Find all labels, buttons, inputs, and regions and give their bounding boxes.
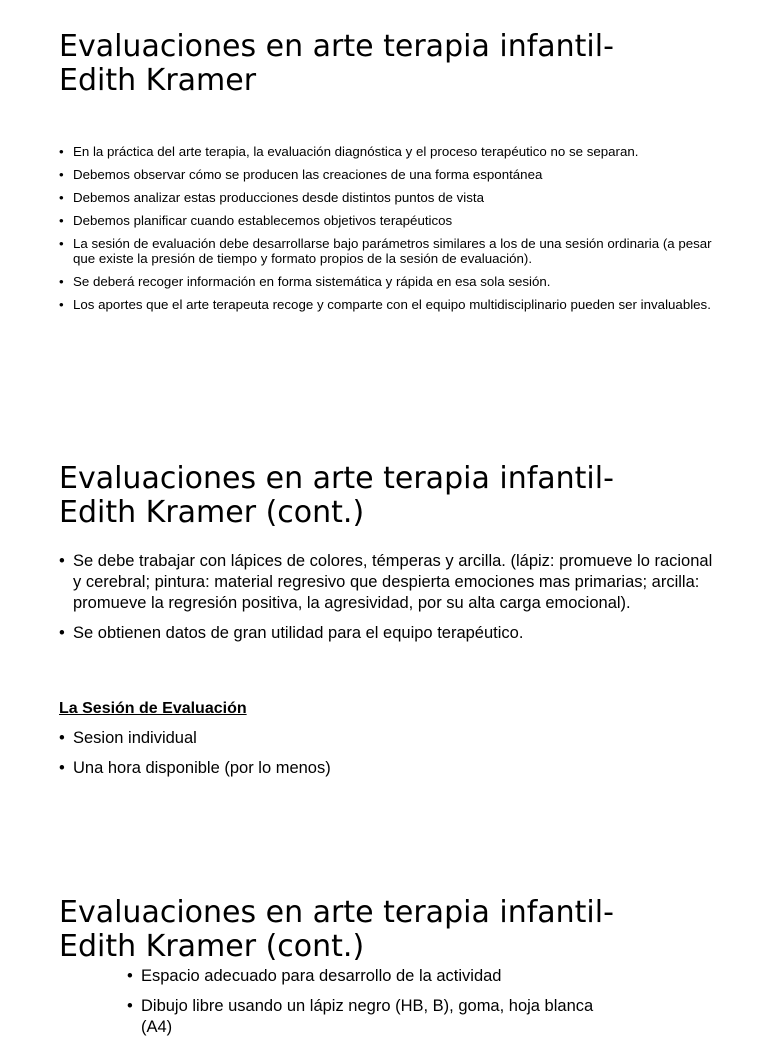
bullet-icon: • [59,274,64,289]
list-item [59,190,719,205]
bullet-text: Los aportes que el arte terapeuta recoge y comparte con el equipo multidisciplinario pueden ser invaluables. [73,297,711,312]
bullet-icon: • [127,967,133,985]
bullet-icon: • [59,144,64,159]
bullet-icon: • [59,190,64,205]
section-subheading: La Sesión de Evaluación [59,700,247,717]
slide-2-bullet-list [59,551,714,653]
bullet-icon: • [59,213,64,228]
list-item [59,758,714,779]
list-item [59,236,719,266]
bullet-icon: • [127,997,133,1015]
list-item [127,996,627,1038]
slide-2-sub-bullet-list [59,728,714,788]
list-item [59,551,714,614]
bullet-icon: • [59,297,64,312]
bullet-text: Debemos planificar cuando establecemos objetivos terapéuticos [73,213,453,228]
slide-1-title: Evaluaciones en arte terapia infantil- Edith Kramer [59,29,614,98]
list-item [59,274,719,289]
list-item [59,213,719,228]
bullet-text: Se debe trabajar con lápices de colores, témperas y arcilla. (lápiz: promueve lo racional y cerebral; pintura: material regresivo que despierta emociones mas primarias; arcilla: promueve la regresión positiva, la agresividad, por su alta carga emocional). [73,552,713,612]
bullet-text: Se obtienen datos de gran utilidad para el equipo terapéutico. [73,624,524,642]
list-item [59,144,719,159]
list-item [59,623,714,644]
slide-3-bullet-list [127,966,627,1047]
bullet-text: Debemos observar cómo se producen las creaciones de una forma espontánea [73,167,543,182]
bullet-text: Dibujo libre usando un lápiz negro (HB, B), goma, hoja blanca (A4) [141,997,594,1036]
bullet-icon: • [59,624,65,642]
list-item [59,297,719,312]
list-item [59,728,714,749]
bullet-text: En la práctica del arte terapia, la evaluación diagnóstica y el proceso terapéutico no se separan. [73,144,639,159]
slide-1-bullet-list [59,144,719,320]
slide-1 [0,0,768,400]
bullet-icon: • [59,167,64,182]
bullet-icon: • [59,236,64,251]
bullet-text: Una hora disponible (por lo menos) [73,759,331,777]
slide-3-title: Evaluaciones en arte terapia infantil- Edith Kramer (cont.) [59,895,614,964]
bullet-text: Espacio adecuado para desarrollo de la actividad [141,967,502,985]
list-item [59,167,719,182]
slide-2-title: Evaluaciones en arte terapia infantil- Edith Kramer (cont.) [59,461,614,530]
slide-3 [0,866,768,1036]
bullet-text: Sesion individual [73,729,197,747]
bullet-text: Debemos analizar estas producciones desde distintos puntos de vista [73,190,484,205]
bullet-icon: • [59,729,65,747]
bullet-icon: • [59,759,65,777]
bullet-icon: • [59,552,65,570]
bullet-text: Se deberá recoger información en forma sistemática y rápida en esa sola sesión. [73,274,551,289]
bullet-text: La sesión de evaluación debe desarrollarse bajo parámetros similares a los de una sesión ordinaria (a pesar que existe la presión de tiempo y formato propios de la sesión de evaluación). [73,236,712,266]
slide-2 [0,432,768,852]
list-item [127,966,627,987]
